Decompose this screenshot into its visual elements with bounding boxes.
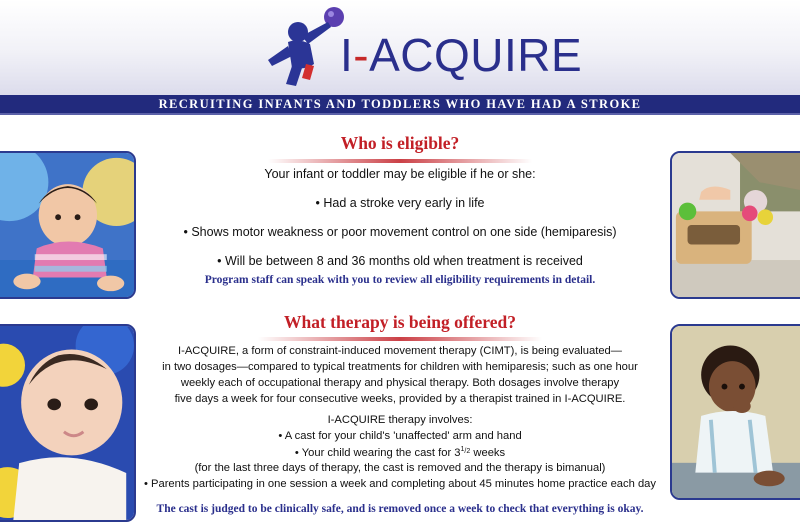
therapy-paragraph-line: I-ACQUIRE, a form of constraint-induced movement therapy (CIMT), is being evaluated— bbox=[178, 345, 622, 357]
recruiting-banner bbox=[0, 95, 800, 115]
therapy-paragraph-line: in two dosages—compared to typical treatments for children with hemiparesis; such as one hour bbox=[162, 361, 638, 373]
eligibility-heading-underline bbox=[268, 159, 532, 163]
photo-infant-crawling-tunnel bbox=[0, 151, 136, 299]
photo-toddler-sitting-thinking bbox=[670, 324, 800, 500]
therapy-involves-title: I-ACQUIRE therapy involves: bbox=[327, 414, 473, 426]
child-with-ball-icon bbox=[262, 6, 352, 90]
banner-text: RECRUITING INFANTS AND TODDLERS WHO HAVE HAD A STROKE bbox=[158, 96, 642, 111]
eligibility-criterion: • Will be between 8 and 36 months old when treatment is received bbox=[217, 254, 583, 268]
therapy-item-parents: • Parents participating in one session a week and completing about 45 minutes home practice each day bbox=[143, 478, 656, 490]
therapy-safety-note: The cast is judged to be clinically safe, and is removed once a week to check that everything is okay. bbox=[156, 503, 644, 515]
header bbox=[0, 0, 800, 95]
photo-baby-lying-face bbox=[0, 324, 136, 522]
eligibility-criterion: • Had a stroke very early in life bbox=[315, 196, 485, 210]
logo-wordmark: I-ACQUIRE bbox=[340, 29, 583, 81]
eligibility-criterion: • Shows motor weakness or poor movement control on one side (hemiparesis) bbox=[183, 225, 617, 239]
therapy-paragraph-line: weekly each of occupational therapy and physical therapy. Both dosages involve therapy bbox=[180, 377, 620, 389]
therapy-paragraph-line: five days a week for four consecutive weeks, provided by a therapist trained in I-ACQUIRE. bbox=[174, 393, 626, 405]
photo-toddler-playing-toys bbox=[670, 151, 800, 299]
therapy-heading: What therapy is being offered? bbox=[283, 312, 517, 332]
i-acquire-logo bbox=[262, 6, 583, 90]
eligibility-intro: Your infant or toddler may be eligible if he or she: bbox=[264, 167, 536, 181]
eligibility-note: Program staff can speak with you to review all eligibility requirements in detail. bbox=[204, 274, 596, 286]
therapy-item-cast-duration: • Your child wearing the cast for $3^{1/2}$ weeks bbox=[294, 446, 506, 459]
eligibility-heading: Who is eligible? bbox=[340, 133, 460, 153]
therapy-item-cast-note: (for the last three days of therapy, the cast is removed and the therapy is bimanual) bbox=[194, 462, 606, 474]
therapy-heading-underline bbox=[258, 337, 542, 341]
therapy-item-cast: • A cast for your child's 'unaffected' arm and hand bbox=[278, 430, 522, 442]
